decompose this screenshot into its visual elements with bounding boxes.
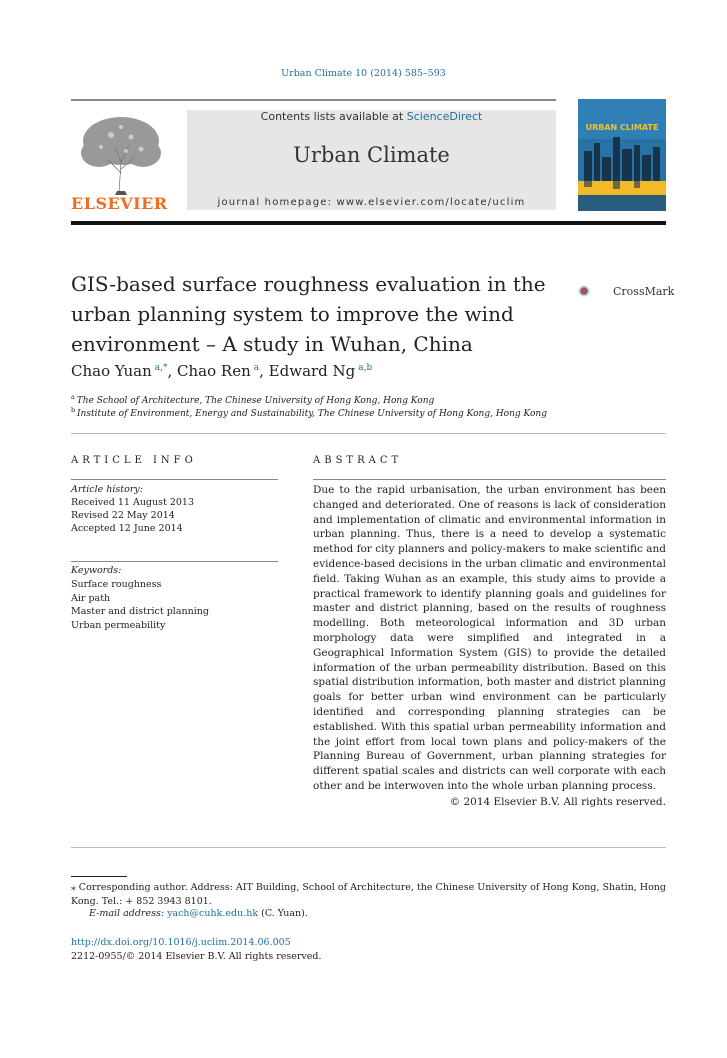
article-title: GIS-based surface roughness evaluation in the urban planning system to improve the wind environment – A study in Wuhan, China: [71, 272, 546, 356]
cover-skyline-image: [578, 99, 666, 211]
article-info-rule: [71, 479, 278, 480]
keywords-label: Keywords:: [71, 565, 122, 576]
author-name[interactable]: Chao Yuan: [71, 362, 152, 380]
abstract-rule: [313, 479, 666, 480]
affiliation-mark: a: [71, 393, 75, 401]
contents-prefix: Contents lists available at: [260, 110, 407, 123]
keyword-item: Air path: [71, 593, 111, 604]
abstract-body: Due to the rapid urbanisation, the urban environment has been changed and deteriorated. One of reasons is lack of consideration and implementation of climatic and environmental information in urban planning. Thus, there is a need to develop a systematic method for city planners and policy-makers to make scientific and evidence-based decisions in the urban climatic and environmental field. Taking Wuhan as an example, this study aims to provide a practical framework to identify planning goals and guidelines for master and district planning, based on the results of roughness modelling. Both meteorological information and 3D urban morphology data were simplified and integrated in a Geographical Information System (GIS) to provide the detailed information of the urban permeability distribution. Based on this spatial distribution information, both master and district planning goals for better urban wind environment can be particularly identified and corresponding planning strategies can be established. With this spatial urban permeability information and the joint effort from local town plans and policy-makers of the Planning Bureau of Government, urban planning strategies for different spatial scales and districts can well corporate with each other and be interwoven into the whole urban planning process.: [313, 484, 666, 792]
author-name[interactable]: Chao Ren: [177, 362, 251, 380]
history-item: Accepted 12 June 2014: [71, 523, 183, 534]
doi-link[interactable]: http://dx.doi.org/10.1016/j.uclim.2014.06.005: [71, 937, 291, 948]
author-affiliation-mark[interactable]: a,b: [358, 363, 373, 373]
affiliation: [71, 393, 434, 406]
history-label: Article history:: [71, 484, 143, 495]
abstract-heading: ABSTRACT: [313, 455, 403, 466]
crossmark-icon[interactable]: [578, 275, 612, 307]
history-item: Revised 22 May 2014: [71, 510, 175, 521]
journal-homepage[interactable]: journal homepage: www.elsevier.com/locate/uclim: [217, 197, 526, 208]
section-divider: [71, 847, 666, 848]
header-thick-rule: [71, 221, 666, 225]
journal-citation[interactable]: Urban Climate 10 (2014) 585–593: [281, 68, 446, 79]
email-label: E-mail address:: [89, 908, 168, 919]
affiliation-mark: b: [71, 406, 76, 414]
email-link[interactable]: yach@cuhk.edu.hk: [167, 908, 259, 919]
affiliation-text: Institute of Environment, Energy and Sustainability, The Chinese University of Hong Kong, Hong Kong: [76, 409, 547, 419]
abstract-copyright: © 2014 Elsevier B.V. All rights reserved.: [449, 796, 666, 808]
section-divider: [71, 433, 666, 434]
keywords-rule: [71, 561, 278, 562]
crossmark-label[interactable]: CrossMark: [613, 285, 675, 298]
header-rule: [71, 99, 556, 101]
journal-title: Urban Climate: [293, 143, 450, 167]
keyword-item: Urban permeability: [71, 620, 166, 631]
article-info-heading: ARTICLE INFO: [71, 455, 197, 466]
history-item: Received 11 August 2013: [71, 497, 195, 508]
footnote-rule: [71, 876, 127, 877]
affiliation-text: The School of Architecture, The Chinese University of Hong Kong, Hong Kong: [76, 396, 435, 406]
contents-line: [187, 110, 556, 123]
author-affiliation-mark[interactable]: a: [253, 363, 260, 373]
email-line: [89, 908, 308, 919]
author-name[interactable]: Edward Ng: [268, 362, 356, 380]
author-list: Chao Yuan $^{a,*}$, Chao Ren $^a$, Edward Ng $^{a,b}$: [71, 362, 373, 380]
elsevier-wordmark: ELSEVIER: [71, 194, 168, 213]
issn-line: 2212-0955/© 2014 Elsevier B.V. All rights reserved.: [71, 951, 322, 962]
journal-cover: [578, 99, 666, 211]
keyword-item: Master and district planning: [71, 606, 209, 617]
email-suffix: (C. Yuan).: [258, 908, 308, 919]
keyword-item: Surface roughness: [71, 579, 162, 590]
affiliation: [71, 406, 547, 419]
cover-title: URBAN CLIMATE: [585, 123, 659, 132]
corresponding-author-footnote: ⁎ Corresponding author. Address: AIT Building, School of Architecture, the Chinese University of Hong Kong, Shatin, Hong Kong. Tel.: + 852 3943 8101.: [71, 882, 666, 907]
author-affiliation-mark[interactable]: a,*: [154, 363, 168, 373]
sciencedirect-link[interactable]: ScienceDirect: [406, 110, 483, 123]
